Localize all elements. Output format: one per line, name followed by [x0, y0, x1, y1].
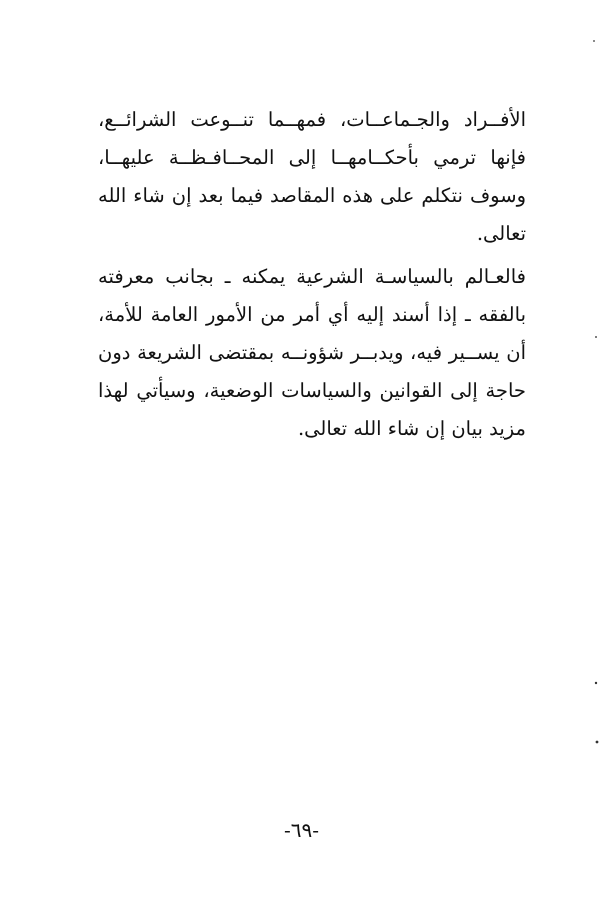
text-line: أن يســير فيه، ويدبــر شؤونــه بمقتضى الشريعة دون [98, 341, 526, 364]
page-number: -٦٩- [283, 818, 319, 842]
text-line: فالعـالم بالسياسـة الشرعية يمكنه ـ بجانب معرفته [98, 265, 526, 288]
text-line: حاجة إلى القوانين والسياسات الوضعية، وسيأتي لهذا [98, 379, 526, 402]
text-line: الأفــراد والجـماعــات، فمهــما تنــوعت الشرائــع، [98, 108, 526, 131]
text-line: تعالى. [476, 222, 526, 245]
paragraph-1 [98, 101, 526, 253]
speck [593, 40, 595, 42]
speck [595, 336, 597, 338]
paragraph-2 [98, 258, 526, 448]
speck [595, 682, 597, 684]
text-line: بالفقه ـ إذا أسند إليه أي أمر من الأمور العامة للأمة، [98, 303, 526, 326]
speck [596, 741, 599, 744]
text-line: فإنها ترمي بأحكــامهــا إلى المحــافـظــة عليهــا، [98, 146, 526, 169]
text-line: مزيد بيان إن شاء الله تعالى. [297, 417, 526, 440]
text-line: وسوف نتكلم على هذه المقاصد فيما بعد إن شاء الله [98, 184, 526, 207]
